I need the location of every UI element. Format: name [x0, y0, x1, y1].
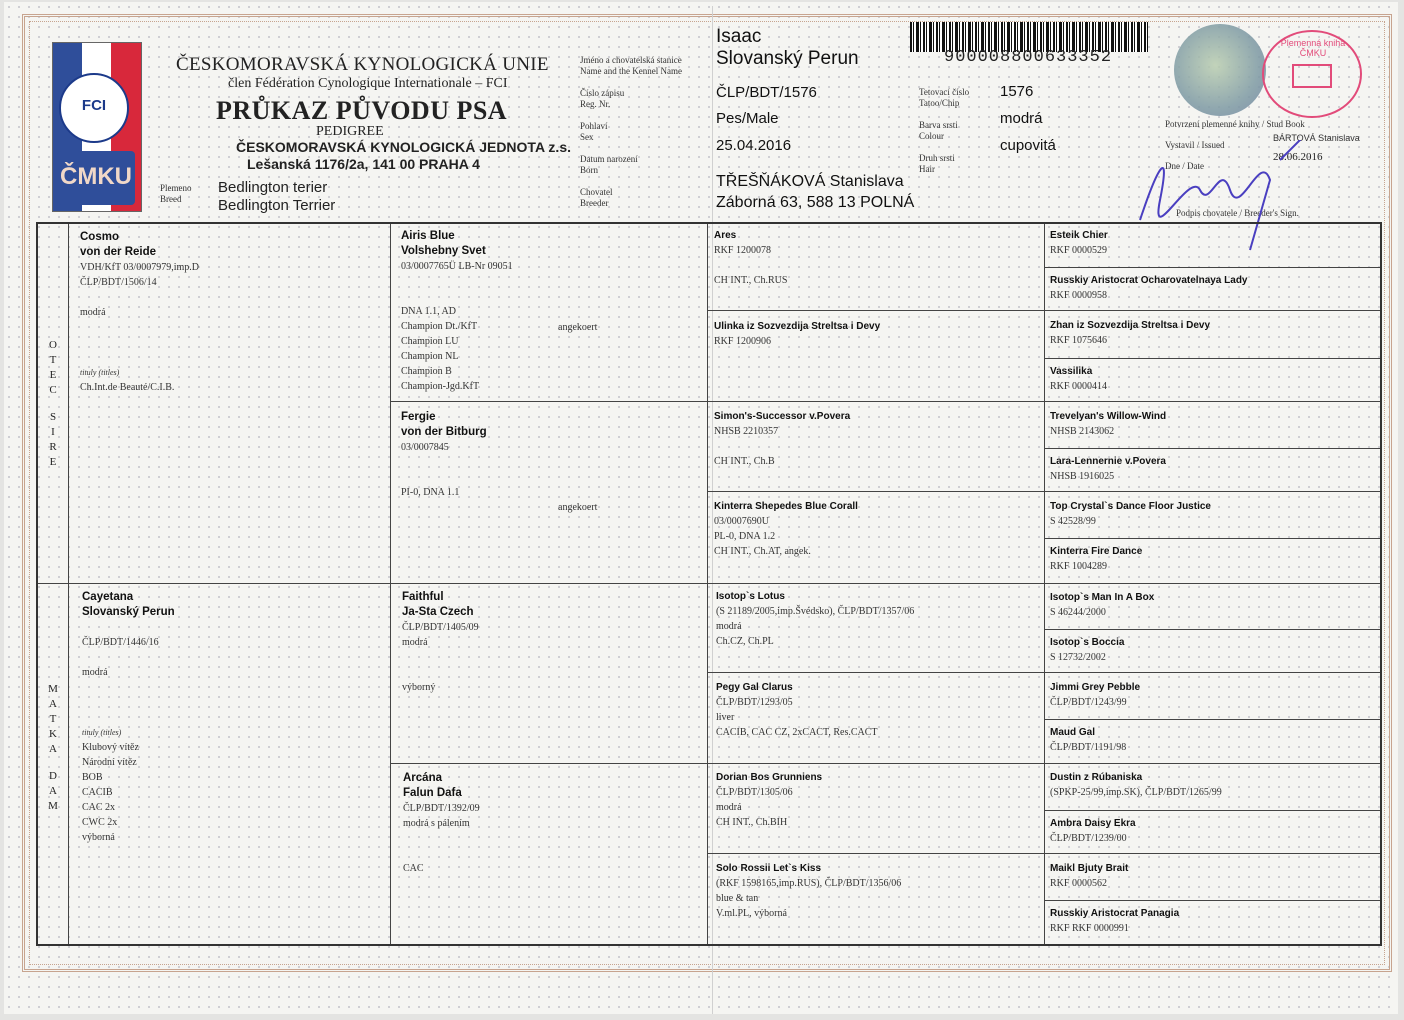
dog-reg: ČLP/BDT/1576 [716, 84, 817, 101]
great-grandparent-cell: Ares RKF 1200078 CH INT., Ch.RUS [714, 230, 788, 286]
hologram-seal [1174, 24, 1266, 116]
ancestor-cell: Russkiy Aristocrat Ocharovatelnaya Lady RKF 0000958 [1050, 275, 1248, 301]
dog-breeder: TŘEŠŇÁKOVÁ Stanislava Záborná 63, 588 13 POLNÁ [716, 173, 915, 211]
date-label: Dne / Date [1165, 161, 1204, 171]
great-grandparent-cell: Pegy Gal Clarus ČLP/BDT/1293/05 liver CACIB, CAC CZ, 2xCACT, Res.CACT [716, 682, 878, 738]
great-grandparent-cell: Dorian Bos Grunniens ČLP/BDT/1305/06 modrá CH INT., Ch.BIH [716, 772, 823, 828]
born-label: Datum narození Born [580, 154, 638, 175]
fci-emblem-icon: FCI [59, 73, 129, 143]
colour-label: Barva srsti Colour [919, 120, 958, 141]
ancestor-cell: Maikl Bjuty Brait RKF 0000562 [1050, 863, 1129, 889]
ancestor-cell: Esteik Chier RKF 0000529 [1050, 230, 1108, 256]
ancestor-cell: Vassilika RKF 0000414 [1050, 366, 1107, 392]
dog-colour: modrá [1000, 110, 1043, 127]
page-title: PRŮKAZ PŮVODU PSA [216, 96, 508, 125]
great-grandparent-cell: Isotop`s Lotus (S 21189/2005,imp.Švédsko), ČLP/BDT/1357/06 modrá Ch.CZ, Ch.PL [716, 591, 915, 647]
cmku-emblem-icon: ČMKU [57, 151, 135, 205]
great-grandparent-cell: Kinterra Shepedes Blue Corall 03/0007690U PL-0, DNA 1.2 CH INT., Ch.AT, angek. [714, 501, 858, 557]
ancestor-cell: Maud Gal ČLP/BDT/1191/98 [1050, 727, 1127, 753]
ancestor-cell: Trevelyan's Willow-Wind NHSB 2143062 [1050, 411, 1167, 437]
ancestor-cell: Jimmi Grey Pebble ČLP/BDT/1243/99 [1050, 682, 1141, 708]
sex-label: Pohlaví Sex [580, 121, 608, 142]
issued-by: BÁRTOVÁ Stanislava [1273, 133, 1360, 143]
tattoo-label: Tetovací číslo Tatoo/Chip [919, 87, 970, 108]
sire-cell: Cosmo von der Reide VDH/KfT 03/0007979,imp.D ČLP/BDT/1506/14 modrá tituly (titles) Ch.Int.de Beauté/C.I.B. [80, 231, 199, 393]
breeder-sign-label: Podpis chovatele / Breeder's Sign. [1176, 208, 1299, 218]
grandparent-cell: Airis Blue Volshebny Svet 03/0007765Ü LB-Nr 09051 DNA 1.1, AD Champion Dt./KfT Champion LU Champion NL Champion B Champion-Jgd.KfT [401, 230, 513, 392]
grandparent-cell: Fergie von der Bitburg 03/0007845 PI-0, DNA 1.1 [401, 411, 487, 498]
grandparent-cell: Arcána Falun Dafa ČLP/BDT/1392/09 modrá s pálením CAC [403, 772, 480, 874]
grandparent-note: angekoert [558, 322, 598, 333]
hair-label: Druh srsti Hair [919, 153, 955, 174]
dog-tattoo: 1576 [1000, 83, 1034, 100]
grandparent-cell: Faithful Ja-Sta Czech ČLP/BDT/1405/09 modrá výborný [402, 591, 479, 693]
breeder-label: Chovatel Breeder [580, 187, 613, 208]
ancestor-cell: Russkiy Aristocrat Panagia RKF RKF 0000991 [1050, 908, 1180, 934]
club-name: ČESKOMORAVSKÁ KYNOLOGICKÁ JEDNOTA z.s. [236, 139, 571, 155]
page-subtitle: PEDIGREE [316, 124, 384, 139]
studbook-label: Potvrzení plemenné knihy / Stud Book [1165, 119, 1305, 129]
issue-date: 28.06.2016 [1273, 151, 1323, 163]
great-grandparent-cell: Ulinka iz Sozvezdija Streltsa i Devy RKF 1200906 [714, 321, 881, 347]
ancestor-cell: Isotop`s Boccia S 12732/2002 [1050, 637, 1125, 663]
grandparent-note: angekoert [558, 502, 598, 513]
great-grandparent-cell: Solo Rossii Let`s Kiss (RKF 1598165,imp.RUS), ČLP/BDT/1356/06 blue & tan V.ml.PL, výborná [716, 863, 902, 919]
union-name: ČESKOMORAVSKÁ KYNOLOGICKÁ UNIE [176, 54, 549, 75]
breed-label: Plemeno Breed [160, 183, 192, 204]
cmku-fci-logo [52, 42, 142, 212]
name-label: Jméno a chovatelská stanice Name and the Kennel Name [580, 55, 682, 76]
great-grandparent-cell: Simon's-Successor v.Povera NHSB 2210357 CH INT., Ch.B [714, 411, 851, 467]
ancestor-cell: Kinterra Fire Dance RKF 1004289 [1050, 546, 1143, 572]
issued-label: Vystavil / Issued [1165, 140, 1225, 150]
club-address: Lešanská 1176/2a, 141 00 PRAHA 4 [247, 156, 480, 172]
barcode-number: 900008800633352 [944, 48, 1113, 67]
dog-born: 25.04.2016 [716, 137, 792, 154]
ancestor-cell: Isotop`s Man In A Box S 46244/2000 [1050, 592, 1155, 618]
dam-cell: Cayetana Slovanský Perun ČLP/BDT/1446/16 modrá tituly (titles) Klubový vítěz Národní vítěz BOB CACIB CAC 2x CWC 2x výborná [82, 591, 175, 843]
fci-membership: člen Fédération Cynologique Internationale – FCI [228, 76, 508, 91]
ancestor-cell: Lara-Lennernie v.Povera NHSB 1916025 [1050, 456, 1166, 482]
ancestor-cell: Ambra Daisy Ekra ČLP/BDT/1239/00 [1050, 818, 1136, 844]
ancestor-cell: Dustin z Rúbaniska (SPKP-25/99,imp.SK), ČLP/BDT/1265/99 [1050, 772, 1222, 798]
ancestor-cell: Top Crystal`s Dance Floor Justice S 42528/99 [1050, 501, 1211, 527]
dog-name: Isaac Slovanský Perun [716, 26, 859, 69]
dog-hair: cupovitá [1000, 137, 1056, 154]
dam-side-label: M A T K A D A M [48, 683, 58, 812]
studbook-stamp: Plemenná kniha ČMKU [1262, 30, 1362, 118]
reg-label: Číslo zápisu Reg. Nr. [580, 88, 625, 109]
ancestor-cell: Zhan iz Sozvezdija Streltsa i Devy RKF 1075646 [1050, 320, 1211, 346]
dog-sex: Pes/Male [716, 110, 779, 127]
breed-value: Bedlington terier Bedlington Terrier [218, 179, 336, 214]
sire-side-label: O T E C S I R E [49, 339, 57, 468]
